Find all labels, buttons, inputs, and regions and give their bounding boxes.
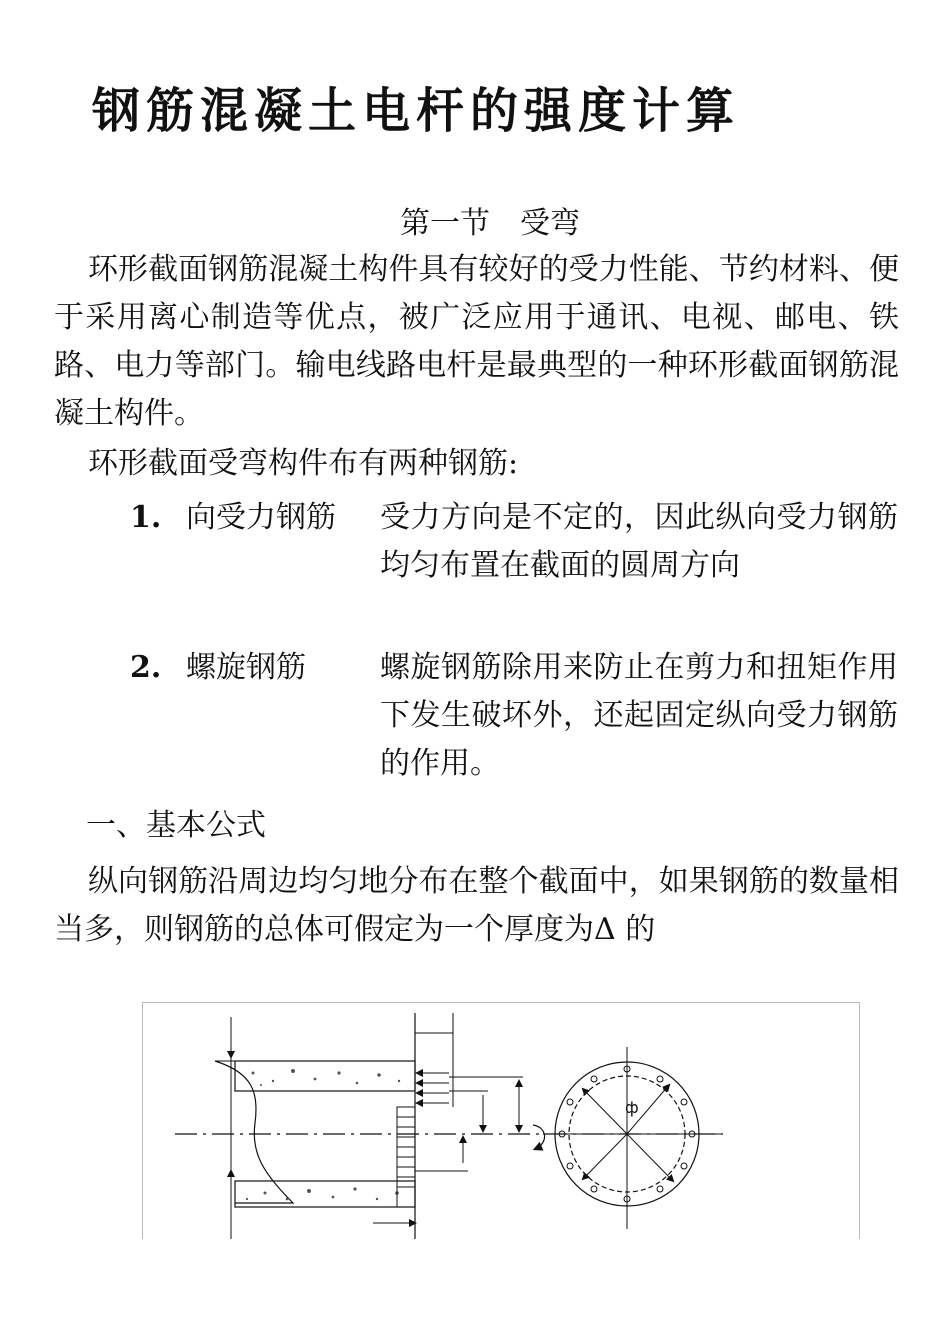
document-title: 钢筋混凝土电杆的强度计算 (92, 83, 741, 139)
list-item-spiral-rebar (130, 644, 898, 781)
list-item-longitudinal-rebar (130, 494, 898, 583)
stress-curve (215, 1061, 293, 1203)
phi-label: ф (625, 1098, 639, 1117)
paragraph-intro: 环形截面钢筋混凝土构件具有较好的受力性能、节约材料、便于采用离心制造等优点，被广泛应用于通讯、电视、邮电、铁路、电力等部门。输电线路电杆是最典型的一种环形截面钢筋混凝土构件。 (54, 252, 899, 431)
annular-cross-section (543, 1047, 723, 1229)
item-description: 受力方向是不定的，因此纵向受力钢筋均匀布置在截面的圆周方向 (380, 500, 898, 583)
pole-section-figure (142, 1002, 860, 1239)
paragraph-rebar-types: 环形截面受弯构件布有两种钢筋: (88, 446, 519, 481)
subheading-basic-formula: 一、基本公式 (86, 808, 266, 843)
item-description: 螺旋钢筋除用来防止在剪力和扭矩作用下发生破坏外，还起固定纵向受力钢筋的作用。 (380, 650, 898, 781)
section-title: 第一节 受弯 (400, 206, 580, 241)
pole-diagram (143, 1003, 859, 1239)
item-name: 螺旋钢筋 (186, 650, 306, 685)
item-number: 2. (130, 650, 162, 685)
top-wall (235, 1061, 415, 1091)
paragraph-rebar-distribution: 纵向钢筋沿周边均匀地分布在整个截面中，如果钢筋的数量相当多，则钢筋的总体可假定为一个厚度为Δ 的 (54, 864, 899, 947)
item-number: 1. (130, 500, 162, 535)
item-name: 向受力钢筋 (186, 500, 336, 535)
